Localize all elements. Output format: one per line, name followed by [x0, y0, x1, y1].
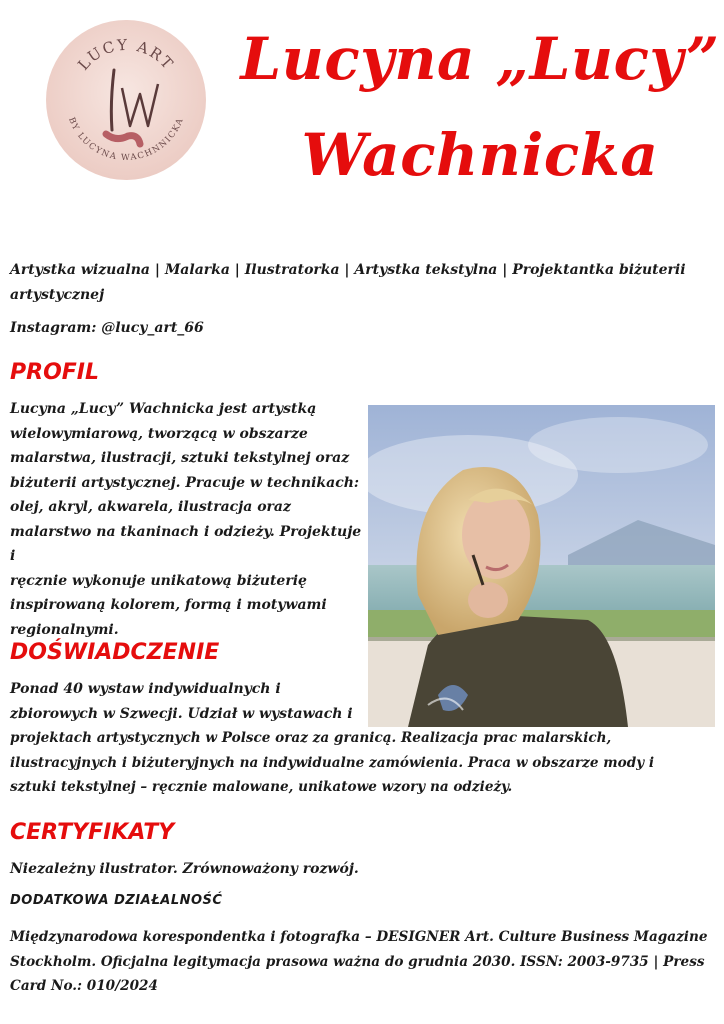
lucy-art-logo	[44, 18, 208, 182]
profile-line: wielowymiarową, tworzącą w obszarze	[10, 425, 308, 442]
experience-line: projektach artystycznych w Polsce oraz za granicą. Realizacja prac malarskich,	[10, 730, 612, 746]
logo-bottom-text: BY LUCYNA WACHNNICKA	[66, 116, 186, 164]
additional-text	[10, 925, 720, 999]
profile-heading: PROFIL	[10, 360, 99, 385]
experience-line: sztuki tekstylnej – ręcznie malowane, unikatowe wzory na odzieży.	[10, 779, 513, 795]
logo-top-text: LUCY ART	[74, 35, 178, 74]
certificates-text: Niezależny ilustrator. Zrównoważony rozwój.	[10, 861, 359, 877]
additional-line: Stockholm. Oficjalna legitymacja prasowa ważna do grudnia 2030. ISSN: 2003-9735 | Press	[10, 953, 705, 970]
profile-line: biżuterii artystycznej. Pracuje w technikach:	[10, 474, 360, 491]
experience-line: Ponad 40 wystaw indywidualnych i	[10, 681, 281, 697]
instagram-handle: Instagram: @lucy_art_66	[10, 320, 204, 336]
profile-line: olej, akryl, akwarela, ilustracja oraz	[10, 499, 291, 515]
profile-line: inspirowaną kolorem, formą i motywami	[10, 597, 327, 613]
profile-line: malarstwo na tkaninach i odzieży. Projektuje i	[10, 523, 362, 564]
profile-text	[10, 397, 370, 642]
experience-text	[10, 677, 710, 800]
additional-heading: DODATKOWA DZIAŁALNOŚĆ	[10, 893, 223, 908]
name-line-2: Wachnicka	[301, 121, 659, 189]
additional-line: Międzynarodowa korespondentka i fotografka – DESIGNER Art. Culture Business Magazine	[10, 929, 708, 945]
profile-line: malarstwa, ilustracji, sztuki tekstylnej oraz	[10, 450, 350, 466]
profile-line: regionalnymi.	[10, 621, 119, 638]
experience-line: ilustracyjnych i biżuteryjnych na indywidualne zamówienia. Praca w obszarze mody i	[10, 754, 655, 771]
profile-line: Lucyna „Lucy” Wachnicka jest artystką	[10, 401, 317, 417]
certificates-heading: CERTYFIKATY	[10, 820, 175, 845]
profile-line: ręcznie wykonuje unikatową biżuterię	[10, 572, 307, 589]
experience-heading: DOŚWIADCZENIE	[10, 640, 220, 665]
name-line-1: Lucyna „Lucy”	[240, 25, 720, 93]
experience-line: zbiorowych w Szwecji. Udział w wystawach i	[10, 705, 353, 722]
roles-text: Artystka wizualna | Malarka | Ilustratorka | Artystka tekstylna | Projektantka biżuterii artystycznej	[10, 262, 686, 303]
additional-line: Card No.: 010/2024	[10, 978, 158, 994]
